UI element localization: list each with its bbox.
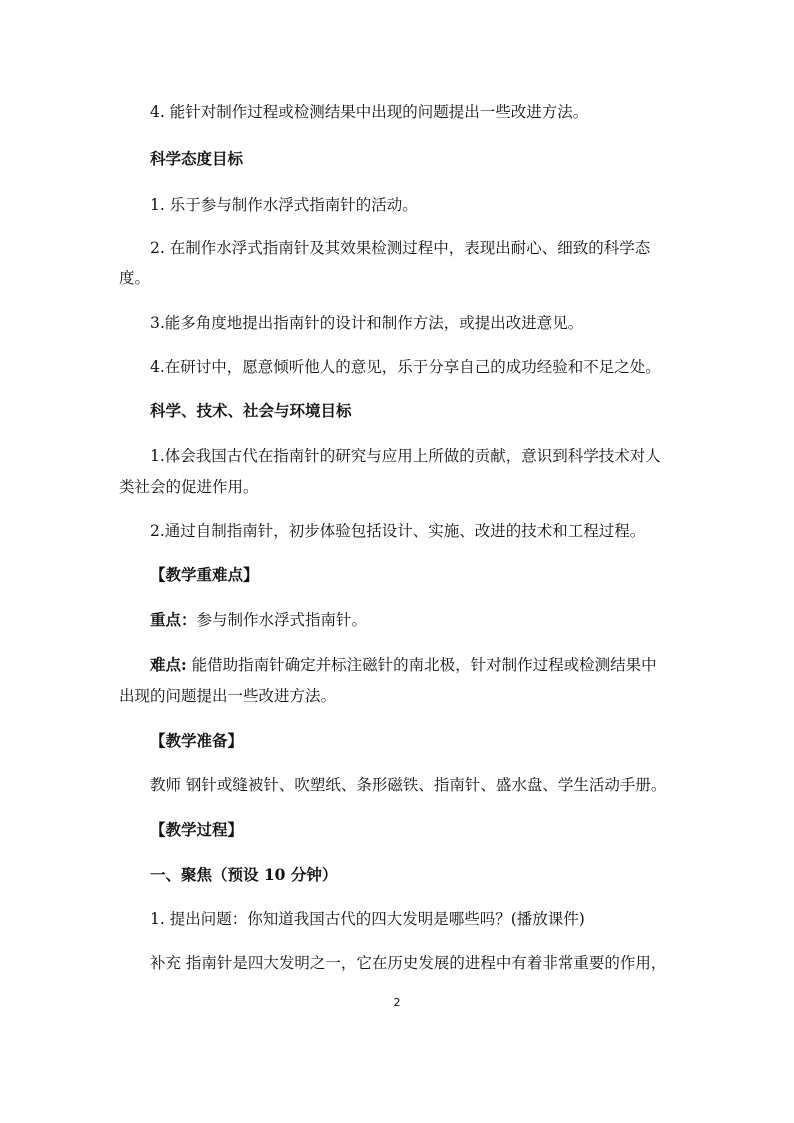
attitude-item-1: 1. 乐于参与制作水浮式指南针的活动。 — [150, 196, 418, 214]
supplement-text: 补充 指南针是四大发明之一，它在历史发展的进程中有着非常重要的作用， — [150, 954, 667, 972]
key-point — [150, 610, 367, 630]
attitude-item-2: 2. 在制作水浮式指南针及其效果检测过程中，表现出耐心、细致的科学态 — [150, 239, 651, 257]
section-heading-keypoints: 【教学重难点】 — [150, 565, 259, 584]
attitude-item-4: 4.在研讨中，愿意倾听他人的意见，乐于分享自己的成功经验和不足之处。 — [150, 358, 661, 376]
stse-item-1-cont: 类社会的促进作用。 — [119, 478, 259, 496]
section-heading-attitude: 科学态度目标 — [150, 149, 244, 168]
section-heading-process: 【教学过程】 — [150, 820, 244, 839]
subsection-heading-focus: 一、聚焦（预设 10 分钟） — [150, 865, 338, 884]
difficult-label: 难点: — [150, 655, 187, 674]
stse-item-2: 2.通过自制指南针，初步体验包括设计、实施、改进的技术和工程过程。 — [150, 522, 646, 540]
page-number: 2 — [393, 996, 401, 1009]
process-item-1: 1. 提出问题：你知道我国古代的四大发明是哪些吗？(播放课件) — [150, 910, 585, 928]
section-heading-preparation: 【教学准备】 — [150, 731, 244, 750]
key-label: 重点： — [150, 610, 197, 629]
difficult-point — [150, 655, 657, 675]
stse-item-1: 1.体会我国古代在指南针的研究与应用上所做的贡献，意识到科学技术对人 — [150, 447, 661, 465]
attitude-item-2-cont: 度。 — [119, 269, 151, 287]
section-heading-stse: 科学、技术、社会与环境目标 — [150, 401, 352, 420]
difficult-point-cont: 出现的问题提出一些改进方法。 — [119, 687, 337, 705]
objective-item-4: 4. 能针对制作过程或检测结果中出现的问题提出一些改进方法。 — [150, 103, 589, 121]
key-text: 参与制作水浮式指南针。 — [196, 611, 368, 629]
attitude-item-3: 3.能多角度地提出指南针的设计和制作方法，或提出改进意见。 — [150, 314, 584, 332]
difficult-text: 能借助指南针确定并标注磁针的南北极，针对制作过程或检测结果中 — [186, 656, 657, 674]
preparation-text: 教师 钢针或缝被针、吹塑纸、条形磁铁、指南针、盛水盘、学生活动手册。 — [150, 776, 667, 794]
